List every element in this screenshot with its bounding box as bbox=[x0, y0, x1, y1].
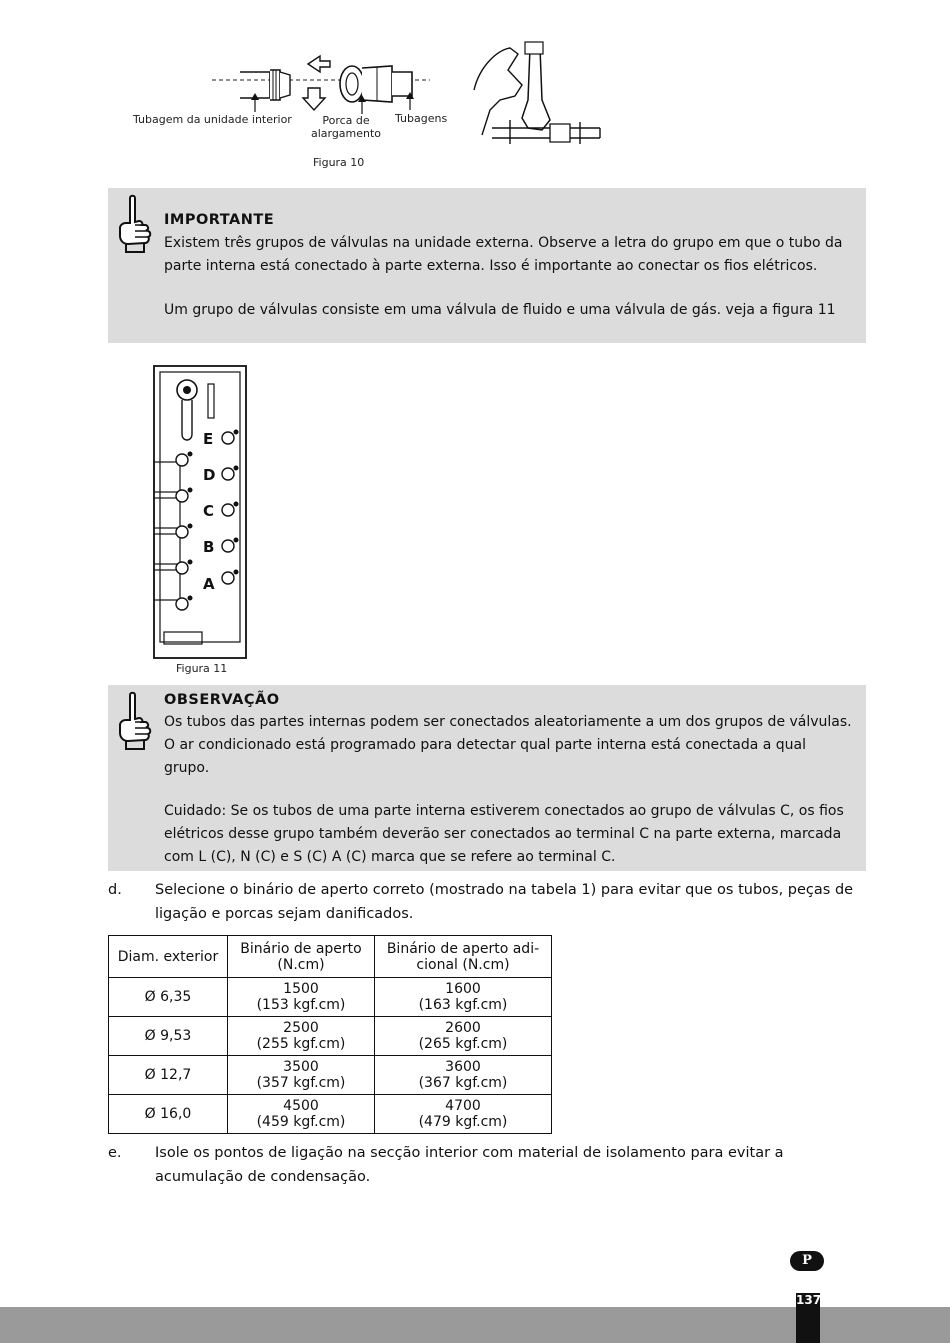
valve-group-label-c: C bbox=[203, 502, 215, 520]
label-flare-nut-line2: alargamento bbox=[310, 127, 382, 140]
figure-10-caption: Figura 10 bbox=[313, 156, 365, 169]
label-tubing: Tubagens bbox=[395, 112, 448, 125]
extra-value: 4700 bbox=[445, 1098, 481, 1114]
figure-11 bbox=[150, 362, 260, 682]
torque-kgf: (357 kgf.cm) bbox=[256, 1075, 346, 1091]
torque-value: 2500 bbox=[283, 1020, 319, 1036]
header-extra-torque: Binário de aperto adicional (N.cm) bbox=[375, 936, 552, 978]
important-paragraph-1: Existem três grupos de válvulas na unidade externa. Observe a letra do grupo em que o tubo da parte interna está conectado à parte externa. Isso é importante ao conectar os fios elétricos. bbox=[164, 235, 843, 274]
cell-extra-torque bbox=[375, 978, 552, 1017]
page-number: 137 bbox=[796, 1293, 820, 1343]
valve-group-label-e: E bbox=[203, 430, 214, 448]
step-e-text: Isole os pontos de ligação na secção interior com material de isolamento para evitar a acumulação de condensação. bbox=[155, 1145, 784, 1185]
cell-torque bbox=[228, 1095, 375, 1134]
table-row bbox=[109, 1056, 552, 1095]
language-badge: P bbox=[790, 1251, 824, 1271]
header-outer-diameter: Diam. exterior bbox=[109, 936, 228, 978]
cell-diameter: Ø 16,0 bbox=[109, 1095, 228, 1134]
cell-extra-torque bbox=[375, 1056, 552, 1095]
torque-kgf: (153 kgf.cm) bbox=[256, 997, 346, 1013]
valve-panel-diagram bbox=[152, 364, 252, 662]
torque-value: 1500 bbox=[283, 981, 319, 997]
figure-11-caption: Figura 11 bbox=[176, 662, 228, 675]
extra-kgf: (265 kgf.cm) bbox=[418, 1036, 508, 1052]
valve-group-label-a: A bbox=[203, 575, 215, 593]
cell-torque bbox=[228, 1017, 375, 1056]
step-d-label: d. bbox=[108, 882, 122, 898]
header-torque: Binário de aperto (N.cm) bbox=[228, 936, 375, 978]
observation-paragraph-1: Os tubos das partes internas podem ser conectados aleatoriamente a um dos grupos de válvulas. O ar condicionado está programado para detectar qual parte interna está conectada a qual grupo. bbox=[164, 714, 852, 776]
torque-table bbox=[108, 935, 552, 1134]
cell-diameter: Ø 9,53 bbox=[109, 1017, 228, 1056]
extra-kgf: (163 kgf.cm) bbox=[418, 997, 508, 1013]
label-flare-nut bbox=[306, 114, 386, 140]
pointing-hand-icon bbox=[114, 194, 154, 256]
step-d bbox=[108, 878, 868, 928]
torque-kgf: (459 kgf.cm) bbox=[256, 1114, 346, 1130]
table-header-row bbox=[109, 936, 552, 978]
table-row bbox=[109, 1017, 552, 1056]
step-e-label: e. bbox=[108, 1145, 122, 1161]
important-title: IMPORTANTE bbox=[164, 212, 275, 228]
important-paragraph-2: Um grupo de válvulas consiste em uma válvula de fluido e uma válvula de gás. veja a figura 11 bbox=[164, 302, 836, 318]
label-indoor-tubing: Tubagem da unidade interior bbox=[133, 113, 292, 126]
cell-diameter: Ø 6,35 bbox=[109, 978, 228, 1017]
torque-value: 4500 bbox=[283, 1098, 319, 1114]
step-d-text: Selecione o binário de aperto correto (mostrado na tabela 1) para evitar que os tubos, peças de ligação e porcas sejam danificados. bbox=[155, 882, 854, 922]
cell-torque bbox=[228, 978, 375, 1017]
cell-torque bbox=[228, 1056, 375, 1095]
cell-extra-torque bbox=[375, 1017, 552, 1056]
extra-value: 3600 bbox=[445, 1059, 481, 1075]
table-row bbox=[109, 1095, 552, 1134]
figure-10 bbox=[130, 40, 620, 175]
label-flare-nut-line1: Porca de bbox=[322, 114, 370, 127]
observation-paragraph-2: Cuidado: Se os tubos de uma parte interna estiverem conectados ao grupo de válvulas C, os fios elétricos desse grupo também deverão ser conectados ao terminal C na parte externa, marcada com L (C), N (C) e S (C) A (C) marca que se refere ao terminal C. bbox=[164, 803, 844, 865]
torque-kgf: (255 kgf.cm) bbox=[256, 1036, 346, 1052]
observation-title: OBSERVAÇÃO bbox=[164, 692, 280, 708]
torque-value: 3500 bbox=[283, 1059, 319, 1075]
extra-kgf: (367 kgf.cm) bbox=[418, 1075, 508, 1091]
extra-kgf: (479 kgf.cm) bbox=[418, 1114, 508, 1130]
step-e bbox=[108, 1141, 868, 1191]
cell-diameter: Ø 12,7 bbox=[109, 1056, 228, 1095]
observation-note bbox=[108, 685, 866, 871]
cell-extra-torque bbox=[375, 1095, 552, 1134]
important-note bbox=[108, 188, 866, 343]
valve-group-label-d: D bbox=[203, 466, 216, 484]
valve-group-label-b: B bbox=[203, 538, 215, 556]
table-row bbox=[109, 978, 552, 1017]
pointing-hand-icon bbox=[114, 691, 154, 753]
extra-value: 1600 bbox=[445, 981, 481, 997]
extra-value: 2600 bbox=[445, 1020, 481, 1036]
